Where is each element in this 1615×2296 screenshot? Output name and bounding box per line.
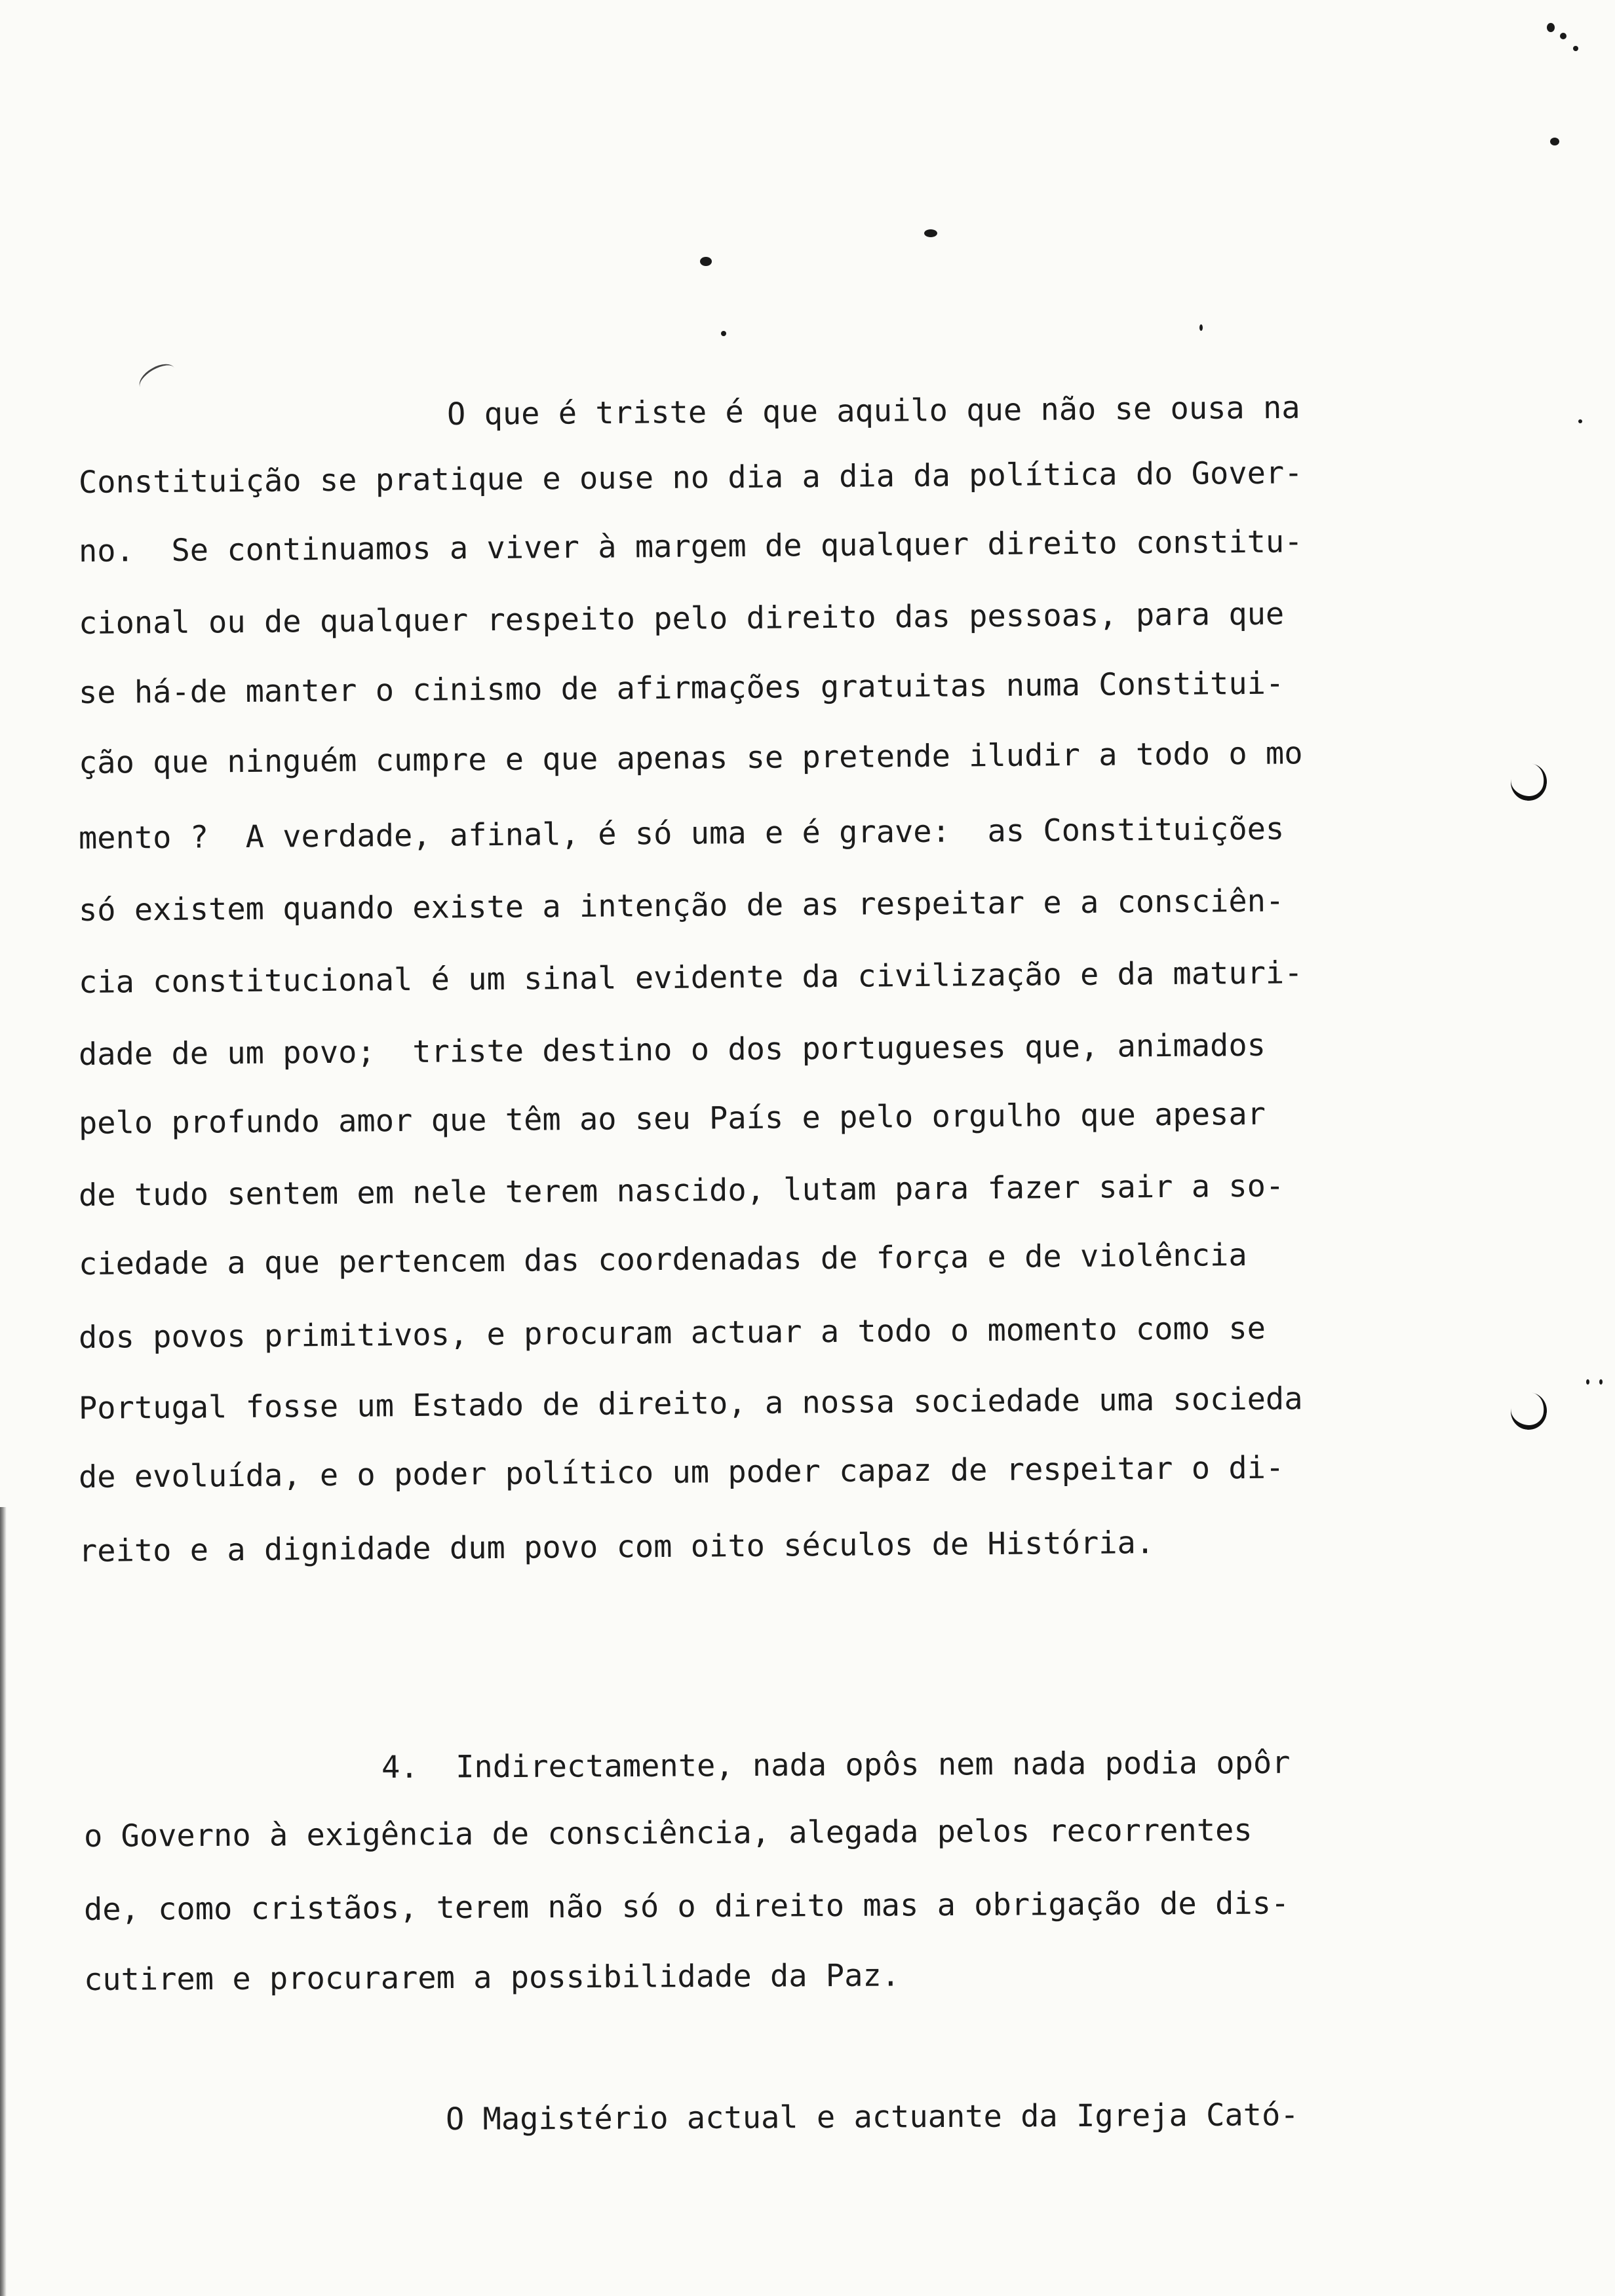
scan-speck — [1550, 138, 1559, 145]
punch-hole-mark — [1508, 1390, 1549, 1433]
punch-hole-mark — [1508, 761, 1549, 804]
scan-speck — [1547, 23, 1555, 32]
scan-speck — [721, 331, 726, 336]
text-line: só existem quando existe a intenção de as respeitar e a consciên- — [78, 883, 1285, 928]
text-line: de tudo sentem em nele terem nascido, lutam para fazer sair a so- — [78, 1168, 1285, 1214]
text-line: cional ou de qualquer respeito pelo direito das pessoas, para que — [78, 596, 1285, 641]
text-line: O Magistério actual e actuante da Igreja Cató- — [445, 2097, 1299, 2137]
text-line: pelo profundo amor que têm ao seu País e pelo orgulho que apesar — [78, 1096, 1266, 1141]
scan-speck — [1599, 1379, 1603, 1385]
scan-speck — [1578, 419, 1582, 423]
text-line: dade de um povo; triste destino o dos portugueses que, animados — [78, 1027, 1266, 1073]
text-line: dos povos primitivos, e procuram actuar a todo o momento como se — [78, 1310, 1266, 1356]
text-line: de evoluída, e o poder político um poder capaz de respeitar o di- — [78, 1449, 1285, 1495]
text-line: cia constitucional é um sinal evidente da civilização e da maturi- — [78, 955, 1303, 1001]
text-line: ciedade a que pertencem das coordenadas de força e de violência — [78, 1236, 1247, 1282]
pencil-mark — [135, 358, 180, 397]
text-line: 4. Indirectamente, nada opôs nem nada podia opôr — [381, 1744, 1291, 1786]
scan-speck — [1573, 46, 1578, 51]
text-line: o Governo à exigência de consciência, alegada pelos recorrentes — [83, 1812, 1253, 1854]
text-line: cutirem e procurarem a possibilidade da Paz. — [83, 1957, 901, 1998]
scan-speck — [1586, 1379, 1589, 1385]
text-line: Portugal fosse um Estado de direito, a nossa sociedade uma socieda — [78, 1381, 1303, 1426]
text-line: se há-de manter o cinismo de afirmações gratuitas numa Constitui- — [78, 665, 1285, 711]
scan-speck — [700, 257, 712, 266]
text-line: ção que ninguém cumpre e que apenas se pretende iludir a todo o mo — [78, 735, 1303, 781]
scan-speck — [924, 229, 937, 237]
scan-speck — [1560, 33, 1566, 39]
text-line: no. Se continuamos a viver à margem de qualquer direito constitu- — [78, 524, 1303, 569]
scan-speck — [1199, 324, 1203, 331]
text-line: de, como cristãos, terem não só o direito mas a obrigação de dis- — [83, 1885, 1290, 1928]
text-line: reito e a dignidade dum povo com oito séculos de História. — [78, 1525, 1155, 1569]
scan-edge-shadow — [0, 1507, 7, 2296]
text-line: Constituição se pratique e ouse no dia a dia da política do Gover- — [78, 455, 1303, 501]
text-line: O que é triste é que aquilo que não se ousa na — [446, 389, 1300, 432]
text-line: mento ? A verdade, afinal, é só uma e é grave: as Constituições — [78, 811, 1285, 856]
